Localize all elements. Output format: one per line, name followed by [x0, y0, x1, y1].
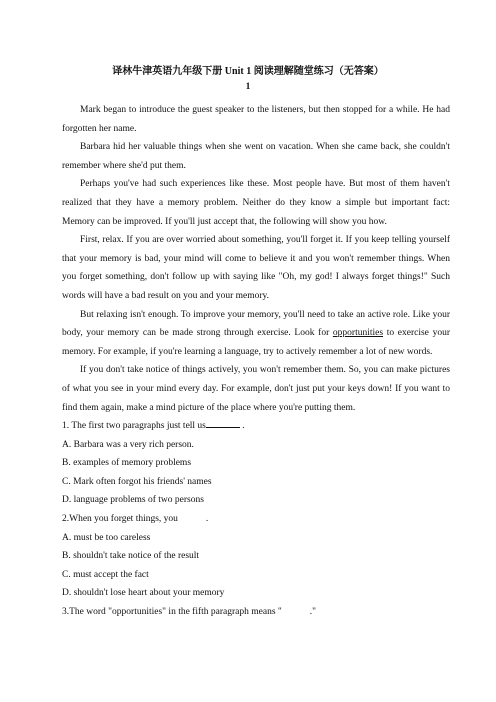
paragraph-4: First, relax. If you are over worried about something, you'll forget it. If you keep telling yourself that your memory is bad, your mind will come to believe it and you won't remember things. When you forget something, don't follow up with saying like "Oh, my god! I always forget things!" Such words will have a bad result on you and your memory. [62, 235, 450, 301]
question-2-option-c: C. must accept the fact [62, 569, 149, 580]
question-1-option-a: A. Barbara was a very rich person. [62, 439, 194, 450]
question-1-option-d: D. language problems of two persons [62, 495, 204, 506]
paragraph-5 [62, 306, 450, 362]
paragraph-5-text-b: to exercise your memory. For example, if you're learning a language, try to actively remember a lot of new words. [62, 328, 450, 357]
section-number: 1 [245, 82, 251, 92]
question-2-option-d: D. shouldn't lose heart about your memory [62, 588, 225, 599]
question-1-stem: 1. The first two paragraphs just tell us . [62, 417, 450, 436]
passage-body [62, 101, 450, 622]
question-2-option-b: B. shouldn't take notice of the result [62, 551, 200, 562]
question-3-stem: 3.The word "opportunities" in the fifth paragraph means " ." [62, 607, 317, 618]
paragraph-3: Perhaps you've had such experiences like these. Most people have. But most of them haven't realized that they have a memory problem. Neither do they know a simple but important fact: Memory can be improved. If you'll just accept that, the following will show you how. [62, 179, 450, 227]
question-2-option-a: A. must be too careless [62, 532, 151, 543]
paragraph-2: Barbara hid her valuable things when she went on vacation. When she came back, she couldn't remember where she'd put them. [62, 142, 450, 171]
paragraph-1: Mark began to introduce the guest speaker to the listeners, but then stopped for a while. He had forgotten her name. [62, 105, 450, 134]
paragraph-5-text-a: But relaxing isn't enough. To improve your memory, you'll need to take an active role. Like your body, your memory can be made strong through exercise. Look for [62, 309, 450, 339]
document-title: 译林牛津英语九年级下册 Unit 1 阅读理解随堂练习（无答案） [112, 66, 384, 77]
paragraph-6: If you don't take notice of things actively, you won't remember them. So, you can make pictures of what you see in your mind every day. For example, don't just put your keys down! If you want to find them again, make a mind picture of the place where you're putting them. [62, 365, 450, 413]
question-2-stem: 2.When you forget things, you . [62, 514, 209, 525]
underlined-word: opportunities [332, 328, 384, 339]
question-1-option-c: C. Mark often forgot his friends' names [62, 476, 212, 487]
answer-blank [206, 418, 240, 428]
question-1-option-b: B. examples of memory problems [62, 458, 192, 469]
